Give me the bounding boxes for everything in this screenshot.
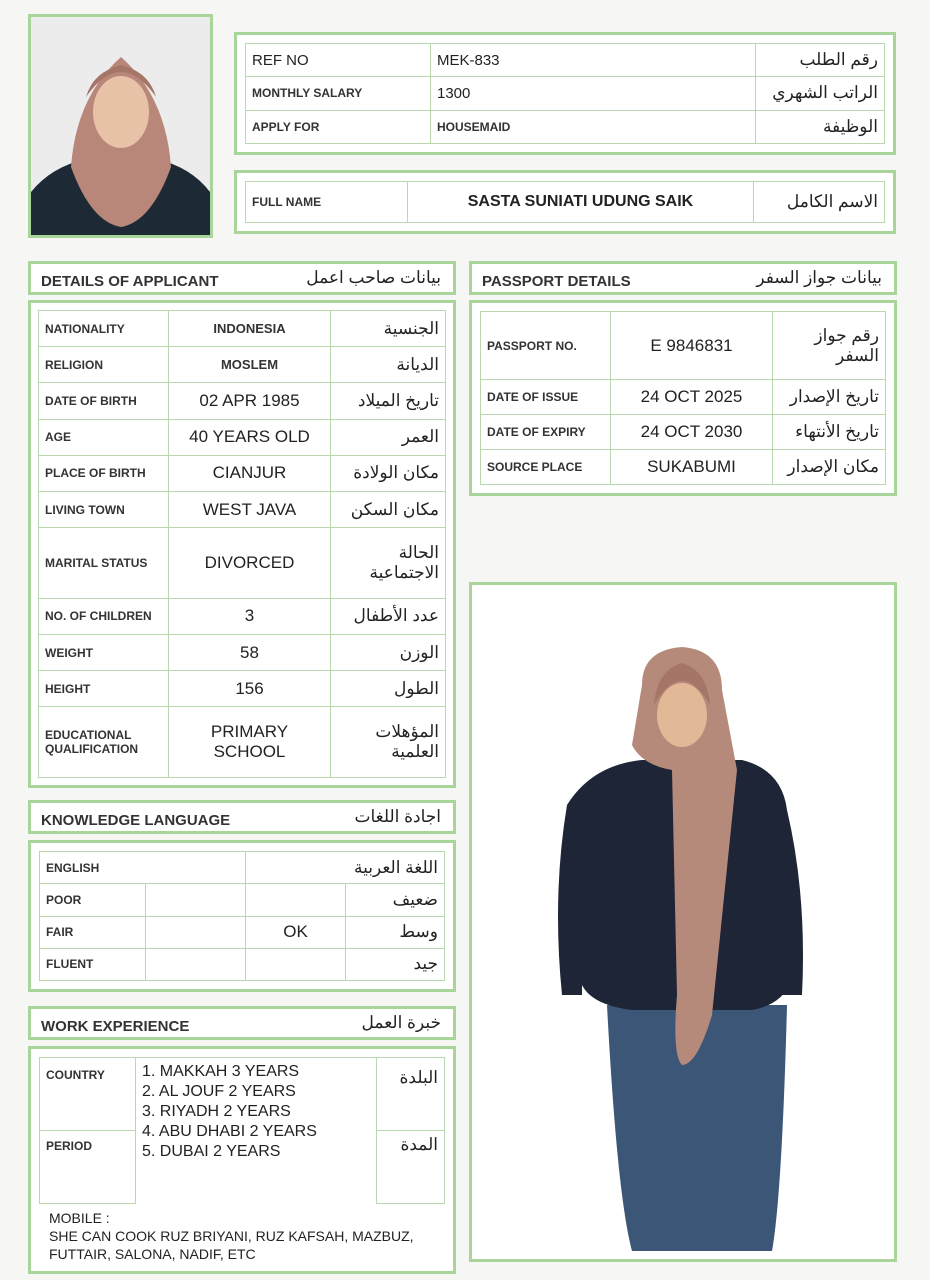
passport-value: 24 OCT 2030	[611, 415, 773, 450]
full-name-value: SASTA SUNIATI UDUNG SAIK	[408, 182, 754, 223]
salary-arabic: الراتب الشهري	[756, 77, 885, 110]
applicant-value: PRIMARY SCHOOL	[169, 707, 331, 778]
apply-for-label: APPLY FOR	[246, 110, 431, 143]
passport-label: SOURCE PLACE	[481, 450, 611, 485]
applicant-row	[39, 634, 446, 670]
language-fluent-english	[146, 948, 246, 980]
applicant-value: CIANJUR	[169, 455, 331, 491]
applicant-label: PLACE OF BIRTH	[39, 455, 169, 491]
passport-value: SUKABUMI	[611, 450, 773, 485]
work-history-item: 1. MAKKAH 3 YEARS	[142, 1063, 300, 1080]
language-poor-label: POOR	[40, 884, 146, 916]
applicant-label: AGE	[39, 419, 169, 455]
applicant-row	[39, 419, 446, 455]
full-name-label: FULL NAME	[246, 182, 408, 223]
work-country-arabic: البلدة	[377, 1058, 445, 1131]
work-section-header	[28, 1006, 456, 1040]
portrait-photo	[28, 14, 213, 238]
applicant-row	[39, 383, 446, 419]
passport-details-box	[469, 300, 897, 496]
applicant-value: 58	[169, 634, 331, 670]
work-history-item: 2. AL JOUF 2 YEARS	[142, 1083, 296, 1100]
applicant-label: EDUCATIONAL QUALIFICATION	[39, 707, 169, 778]
work-title-arabic: خبرة العمل	[361, 1013, 441, 1032]
mobile-label: MOBILE :	[49, 1210, 110, 1226]
passport-label-arabic: مكان الإصدار	[773, 450, 886, 485]
applicant-label: WEIGHT	[39, 634, 169, 670]
applicant-row	[39, 598, 446, 634]
language-arabic-header: اللغة العربية	[246, 852, 445, 884]
applicant-row	[39, 311, 446, 347]
passport-title: PASSPORT DETAILS	[482, 273, 631, 290]
ref-no-arabic: رقم الطلب	[756, 44, 885, 77]
work-country-label: COUNTRY	[40, 1058, 136, 1131]
work-period-label: PERIOD	[40, 1131, 136, 1204]
applicant-value: 02 APR 1985	[169, 383, 331, 419]
passport-section-header	[469, 261, 897, 295]
passport-label: DATE OF ISSUE	[481, 380, 611, 415]
passport-label-arabic: تاريخ الإصدار	[773, 380, 886, 415]
applicant-value: WEST JAVA	[169, 491, 331, 527]
work-experience-box	[28, 1046, 456, 1274]
applicant-label: LIVING TOWN	[39, 491, 169, 527]
language-box	[28, 840, 456, 992]
full-body-photo-frame	[469, 582, 897, 1262]
language-fluent-label: FLUENT	[40, 948, 146, 980]
work-history-item: 5. DUBAI 2 YEARS	[142, 1143, 281, 1160]
applicant-label-arabic: الوزن	[331, 634, 446, 670]
skills-note: SHE CAN COOK RUZ BRIYANI, RUZ KAFSAH, MAZBUZ, FUTTAIR, SALONA, NADIF, ETC	[49, 1228, 414, 1262]
applicant-label-arabic: الجنسية	[331, 311, 446, 347]
applicant-title: DETAILS OF APPLICANT	[41, 273, 219, 290]
applicant-value: 3	[169, 598, 331, 634]
applicant-label: HEIGHT	[39, 671, 169, 707]
applicant-label-arabic: الديانة	[331, 347, 446, 383]
full-name-arabic: الاسم الكامل	[754, 182, 885, 223]
full-name-box	[234, 170, 896, 234]
language-poor-arabic	[246, 884, 346, 916]
passport-value: 24 OCT 2025	[611, 380, 773, 415]
applicant-label: MARITAL STATUS	[39, 528, 169, 599]
applicant-row	[39, 707, 446, 778]
passport-row	[481, 312, 886, 380]
language-poor-label-arabic: ضعيف	[346, 884, 445, 916]
language-fair-arabic: OK	[246, 916, 346, 948]
salary-label: MONTHLY SALARY	[246, 77, 431, 110]
work-title: WORK EXPERIENCE	[41, 1018, 190, 1035]
ref-no-label: REF NO	[246, 44, 431, 77]
work-history-item: 3. RIYADH 2 YEARS	[142, 1103, 291, 1120]
applicant-label-arabic: تاريخ الميلاد	[331, 383, 446, 419]
applicant-row	[39, 455, 446, 491]
apply-for-arabic: الوظيفة	[756, 110, 885, 143]
applicant-label-arabic: العمر	[331, 419, 446, 455]
passport-label: PASSPORT NO.	[481, 312, 611, 380]
applicant-label: DATE OF BIRTH	[39, 383, 169, 419]
applicant-label-arabic: مكان الولادة	[331, 455, 446, 491]
language-title-arabic: اجادة اللغات	[354, 807, 441, 826]
passport-row	[481, 380, 886, 415]
applicant-label: NATIONALITY	[39, 311, 169, 347]
language-fair-label: FAIR	[40, 916, 146, 948]
work-history-list	[136, 1058, 377, 1204]
applicant-row	[39, 528, 446, 599]
language-fair-english	[146, 916, 246, 948]
applicant-value: 156	[169, 671, 331, 707]
work-history-item: 4. ABU DHABI 2 YEARS	[142, 1123, 317, 1140]
language-fluent-arabic	[246, 948, 346, 980]
passport-label-arabic: تاريخ الأنتهاء	[773, 415, 886, 450]
language-english-header: ENGLISH	[40, 852, 246, 884]
ref-no-value: MEK-833	[431, 44, 756, 77]
passport-row	[481, 415, 886, 450]
passport-label-arabic: رقم جواز السفر	[773, 312, 886, 380]
salary-value: 1300	[431, 77, 756, 110]
applicant-label-arabic: المؤهلات العلمية	[331, 707, 446, 778]
applicant-row	[39, 671, 446, 707]
applicant-section-header	[28, 261, 456, 295]
applicant-value: MOSLEM	[169, 347, 331, 383]
language-section-header	[28, 800, 456, 834]
job-info-box	[234, 32, 896, 155]
applicant-label-arabic: عدد الأطفال	[331, 598, 446, 634]
applicant-details-box	[28, 300, 456, 788]
passport-value: E 9846831	[611, 312, 773, 380]
apply-for-value: HOUSEMAID	[431, 110, 756, 143]
applicant-value: DIVORCED	[169, 528, 331, 599]
work-period-arabic: المدة	[377, 1131, 445, 1204]
language-title: KNOWLEDGE LANGUAGE	[41, 812, 231, 829]
applicant-title-arabic: بيانات صاحب اعمل	[306, 268, 441, 287]
applicant-label: NO. OF CHILDREN	[39, 598, 169, 634]
passport-label: DATE OF EXPIRY	[481, 415, 611, 450]
language-fair-label-arabic: وسط	[346, 916, 445, 948]
full-body-photo	[482, 595, 884, 1249]
applicant-row	[39, 491, 446, 527]
language-poor-english	[146, 884, 246, 916]
applicant-row	[39, 347, 446, 383]
applicant-label-arabic: الطول	[331, 671, 446, 707]
applicant-label-arabic: الحالة الاجتماعية	[331, 528, 446, 599]
applicant-value: 40 YEARS OLD	[169, 419, 331, 455]
applicant-value: INDONESIA	[169, 311, 331, 347]
mobile-note	[49, 1209, 451, 1263]
applicant-label-arabic: مكان السكن	[331, 491, 446, 527]
passport-title-arabic: بيانات جواز السفر	[756, 268, 882, 287]
language-fluent-label-arabic: جيد	[346, 948, 445, 980]
applicant-label: RELIGION	[39, 347, 169, 383]
passport-row	[481, 450, 886, 485]
